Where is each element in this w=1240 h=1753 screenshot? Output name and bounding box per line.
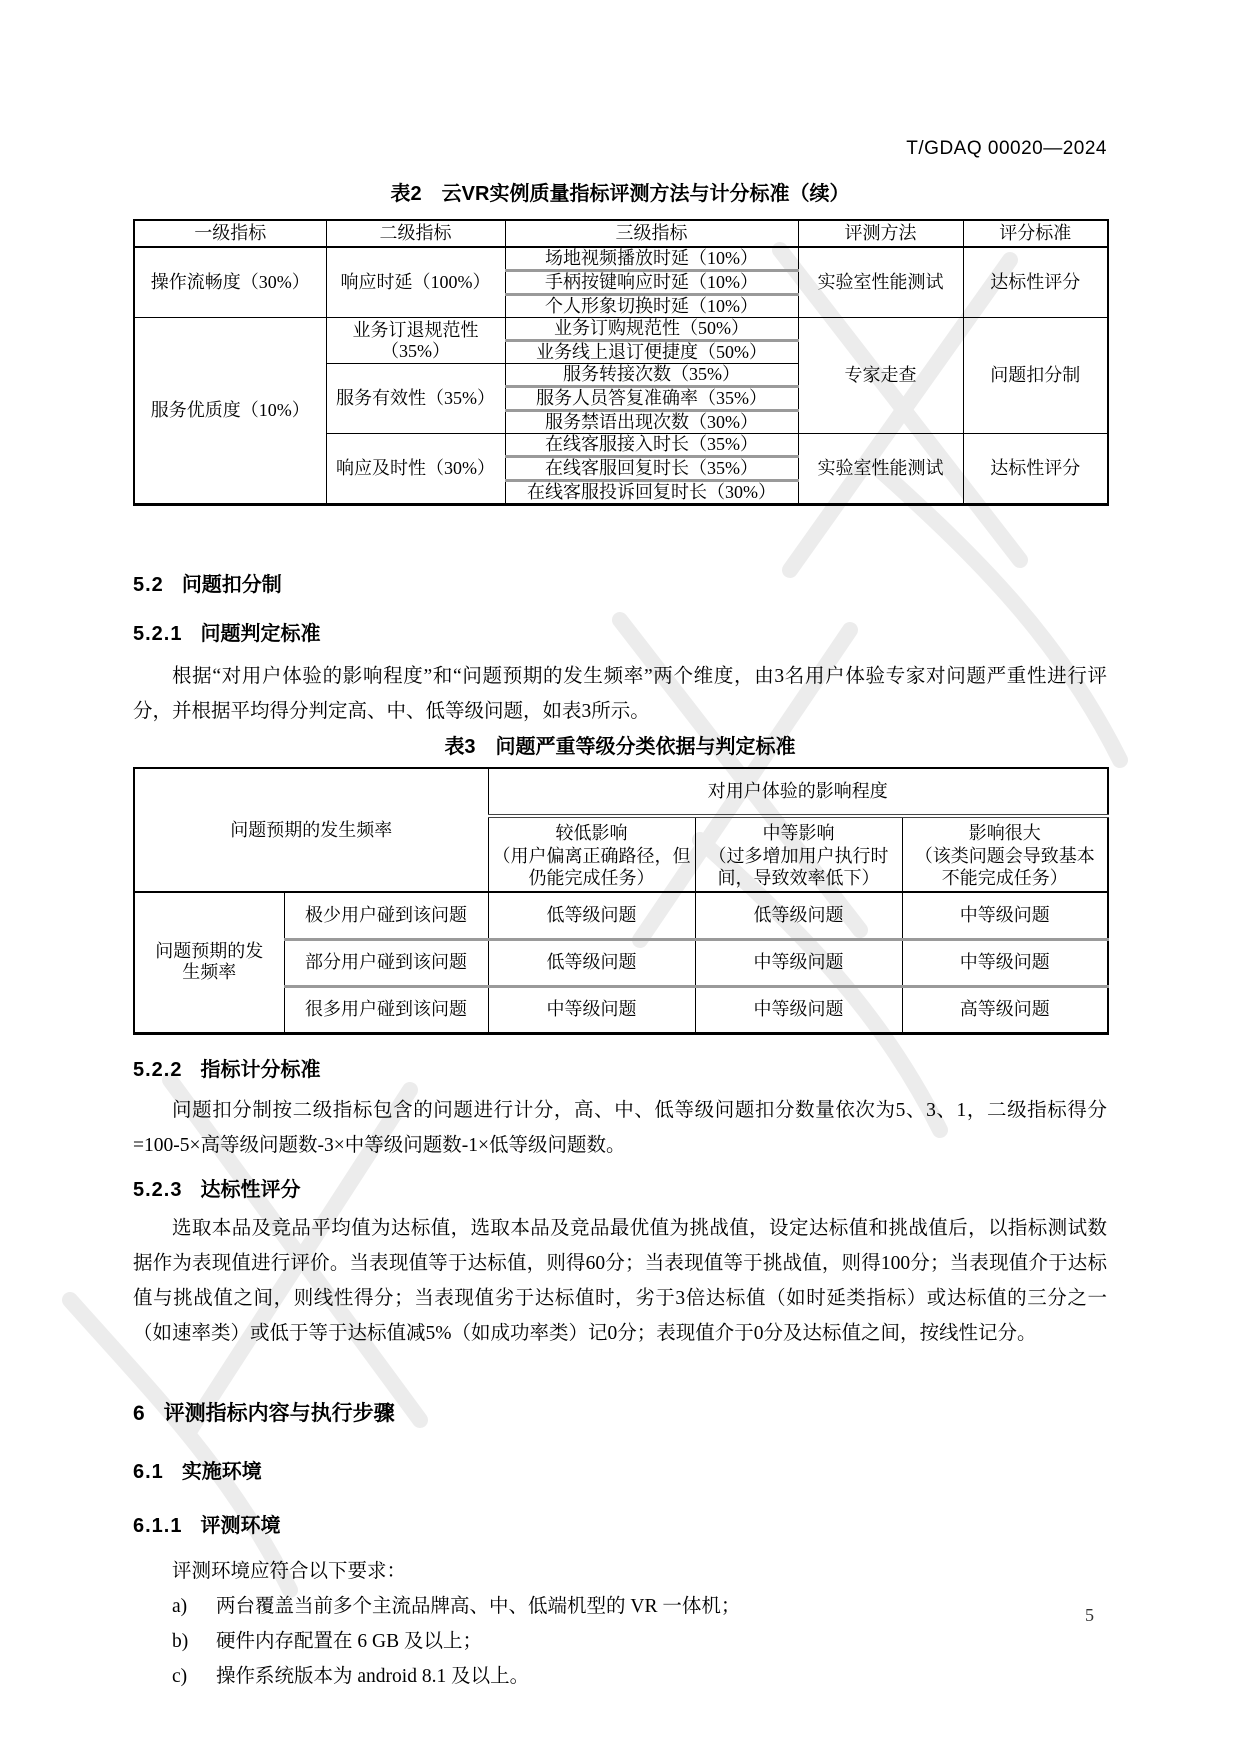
table2-level3-cell: 在线客服投诉回复时长（30%） [505,481,798,505]
section-number: 5.2.3 [133,1178,183,1201]
table2-level3-cell: 在线客服接入时长（35%） [505,434,798,457]
section-heading-6 [133,1401,1107,1427]
paragraph-5-2-3: 选取本品及竞品平均值为达标值，选取本品及竞品最优值为挑战值，设定达标值和挑战值后，以指标测试数据作为表现值进行评价。当表现值等于达标值，则得60分；当表现值等于挑战值，则得100分；当表现值介于达标值与挑战值之间，则线性得分；当表现值劣于达标值时，劣于3倍达标值（如时延类指标）或达标值的三分之一（如速率类）或低于等于达标值减5%（如成功率类）记0分；表现值介于0分及达标值之间，按线性记分。 [133,1217,1107,1344]
table-row [134,892,1108,939]
table2-scoring-cell: 达标性评分 [963,247,1108,318]
impact-name: 中等影响 [762,822,835,843]
table2-scoring-cell: 达标性评分 [963,434,1108,505]
table2-method-cell: 专家走查 [798,318,963,434]
table2-caption: 表2 云VR实例质量指标评测方法与计分标准（续） [390,183,850,205]
paragraph-5-2-2: 问题扣分制按二级指标包含的问题进行计分，高、中、低等级问题扣分数量依次为5、3、1，二级指标得分=100-5×高等级问题数-3×中等级问题数-1×低等级问题数。 [133,1099,1107,1156]
list-item-text: 操作系统版本为 android 8.1 及以上。 [216,1665,530,1687]
section-heading-5-2-3 [133,1177,1107,1203]
section-heading-5-2-2 [133,1057,1107,1083]
table2-header-level2: 二级指标 [326,220,505,247]
doc-number: T/GDAQ 00020—2024 [906,138,1107,159]
requirements-intro: 评测环境应符合以下要求： [172,1560,407,1582]
table2-level3-cell: 服务禁语出现次数（30%） [505,411,798,434]
table2-method-cell: 实验室性能测试 [798,434,963,505]
table3-level-cell: 中等级问题 [488,986,695,1033]
table3-impact-medium [695,816,902,892]
table2-level2-order: 业务订退规范性（35%） [326,318,505,364]
table2-level3-cell: 业务订购规范性（50%） [505,318,798,341]
table3-level-cell: 高等级问题 [902,986,1108,1033]
table3-header-row1 [134,768,1108,816]
table3-level-cell: 低等级问题 [488,939,695,986]
section-title: 达标性评分 [200,1178,301,1201]
table2-level3-cell: 手柄按键响应时延（10%） [505,271,798,295]
table2-level3-cell: 场地视频播放时延（10%） [505,247,798,271]
impact-desc: （过多增加用户执行时间，导致效率低下） [708,845,889,888]
table3-level-cell: 中等级问题 [902,892,1108,939]
impact-name: 较低影响 [555,822,628,843]
list-item-label: b) [172,1630,189,1652]
requirements-list [133,1589,1107,1694]
table2-level3-cell: 服务转接次数（35%） [505,364,798,387]
table3-frequency-header: 问题预期的发生频率 [134,768,488,892]
impact-desc: （该类问题会导致基本不能完成任务） [914,845,1095,888]
table2-level3-cell: 在线客服回复时长（35%） [505,457,798,481]
table2-level1-service: 服务优质度（10%） [134,318,326,505]
table3-impact-high [902,816,1108,892]
table-row [134,318,1108,341]
table3-frequency-cell: 很多用户碰到该问题 [284,986,488,1033]
table2-level2-effectiveness: 服务有效性（35%） [326,364,505,434]
table2-level1-operation: 操作流畅度（30%） [134,247,326,318]
table2-level2-latency: 响应时延（100%） [326,247,505,318]
list-item [172,1624,1107,1659]
section-title: 实施环境 [181,1460,262,1483]
table3-severity-matrix [133,767,1109,1035]
list-item-text: 两台覆盖当前多个主流品牌高、中、低端机型的 VR 一体机； [216,1595,741,1617]
table3-frequency-cell: 极少用户碰到该问题 [284,892,488,939]
table2-header-level1: 一级指标 [134,220,326,247]
impact-name: 影响很大 [968,822,1041,843]
section-title: 评测指标内容与执行步骤 [163,1401,395,1425]
impact-desc: （用户偏离正确路径，但仍能完成任务） [492,845,691,888]
list-item-label: a) [172,1595,188,1617]
table2-header-scoring: 评分标准 [963,220,1108,247]
section-heading-6-1-1 [133,1513,1107,1539]
section-number: 6.1.1 [133,1514,183,1537]
list-item [172,1659,1107,1694]
list-item-text: 硬件内存配置在 6 GB 及以上； [216,1630,482,1652]
table2-header-method: 评测方法 [798,220,963,247]
table2-level3-cell: 业务线上退订便捷度（50%） [505,341,798,364]
section-number: 6.1 [133,1460,164,1483]
section-title: 评测环境 [200,1514,281,1537]
section-heading-5-2-1 [133,621,1107,647]
section-title: 问题扣分制 [181,574,282,596]
section-heading-6-1 [133,1459,1107,1485]
table2-scoring-cell: 问题扣分制 [963,318,1108,434]
table3-level-cell: 中等级问题 [902,939,1108,986]
table2-level3-cell: 个人形象切换时延（10%） [505,295,798,318]
section-heading-5-2 [133,572,1107,598]
table3-level-cell: 中等级问题 [695,986,902,1033]
table3-level-cell: 中等级问题 [695,939,902,986]
list-item-label: c) [172,1665,188,1687]
table2-level2-timeliness: 响应及时性（30%） [326,434,505,505]
table3-impact-low [488,816,695,892]
table3-frequency-body-header: 问题预期的发生频率 [134,892,284,1033]
table2-method-cell: 实验室性能测试 [798,247,963,318]
section-title: 指标计分标准 [200,1058,321,1081]
section-number: 5.2 [133,574,164,596]
page-number: 5 [1085,1605,1094,1625]
table3-level-cell: 低等级问题 [695,892,902,939]
list-item [172,1589,1107,1624]
table3-caption: 表3 问题严重等级分类依据与判定标准 [444,736,796,758]
table3-level-cell: 低等级问题 [488,892,695,939]
table2-level3-cell: 服务人员答复准确率（35%） [505,387,798,411]
table2-header-row [134,220,1108,247]
table2-quality-indicators [133,219,1109,506]
section-title: 问题判定标准 [200,623,321,645]
table3-frequency-cell: 部分用户碰到该问题 [284,939,488,986]
section-number: 5.2.2 [133,1058,183,1081]
section-number: 5.2.1 [133,623,183,645]
table3-impact-group-header: 对用户体验的影响程度 [488,768,1108,816]
paragraph-5-2-1: 根据“对用户体验的影响程度”和“问题预期的发生频率”两个维度，由3名用户体验专家对问题严重性进行评分，并根据平均得分判定高、中、低等级问题，如表3所示。 [133,666,1107,722]
table2-header-level3: 三级指标 [505,220,798,247]
table-row [134,247,1108,271]
section-number: 6 [133,1401,146,1425]
